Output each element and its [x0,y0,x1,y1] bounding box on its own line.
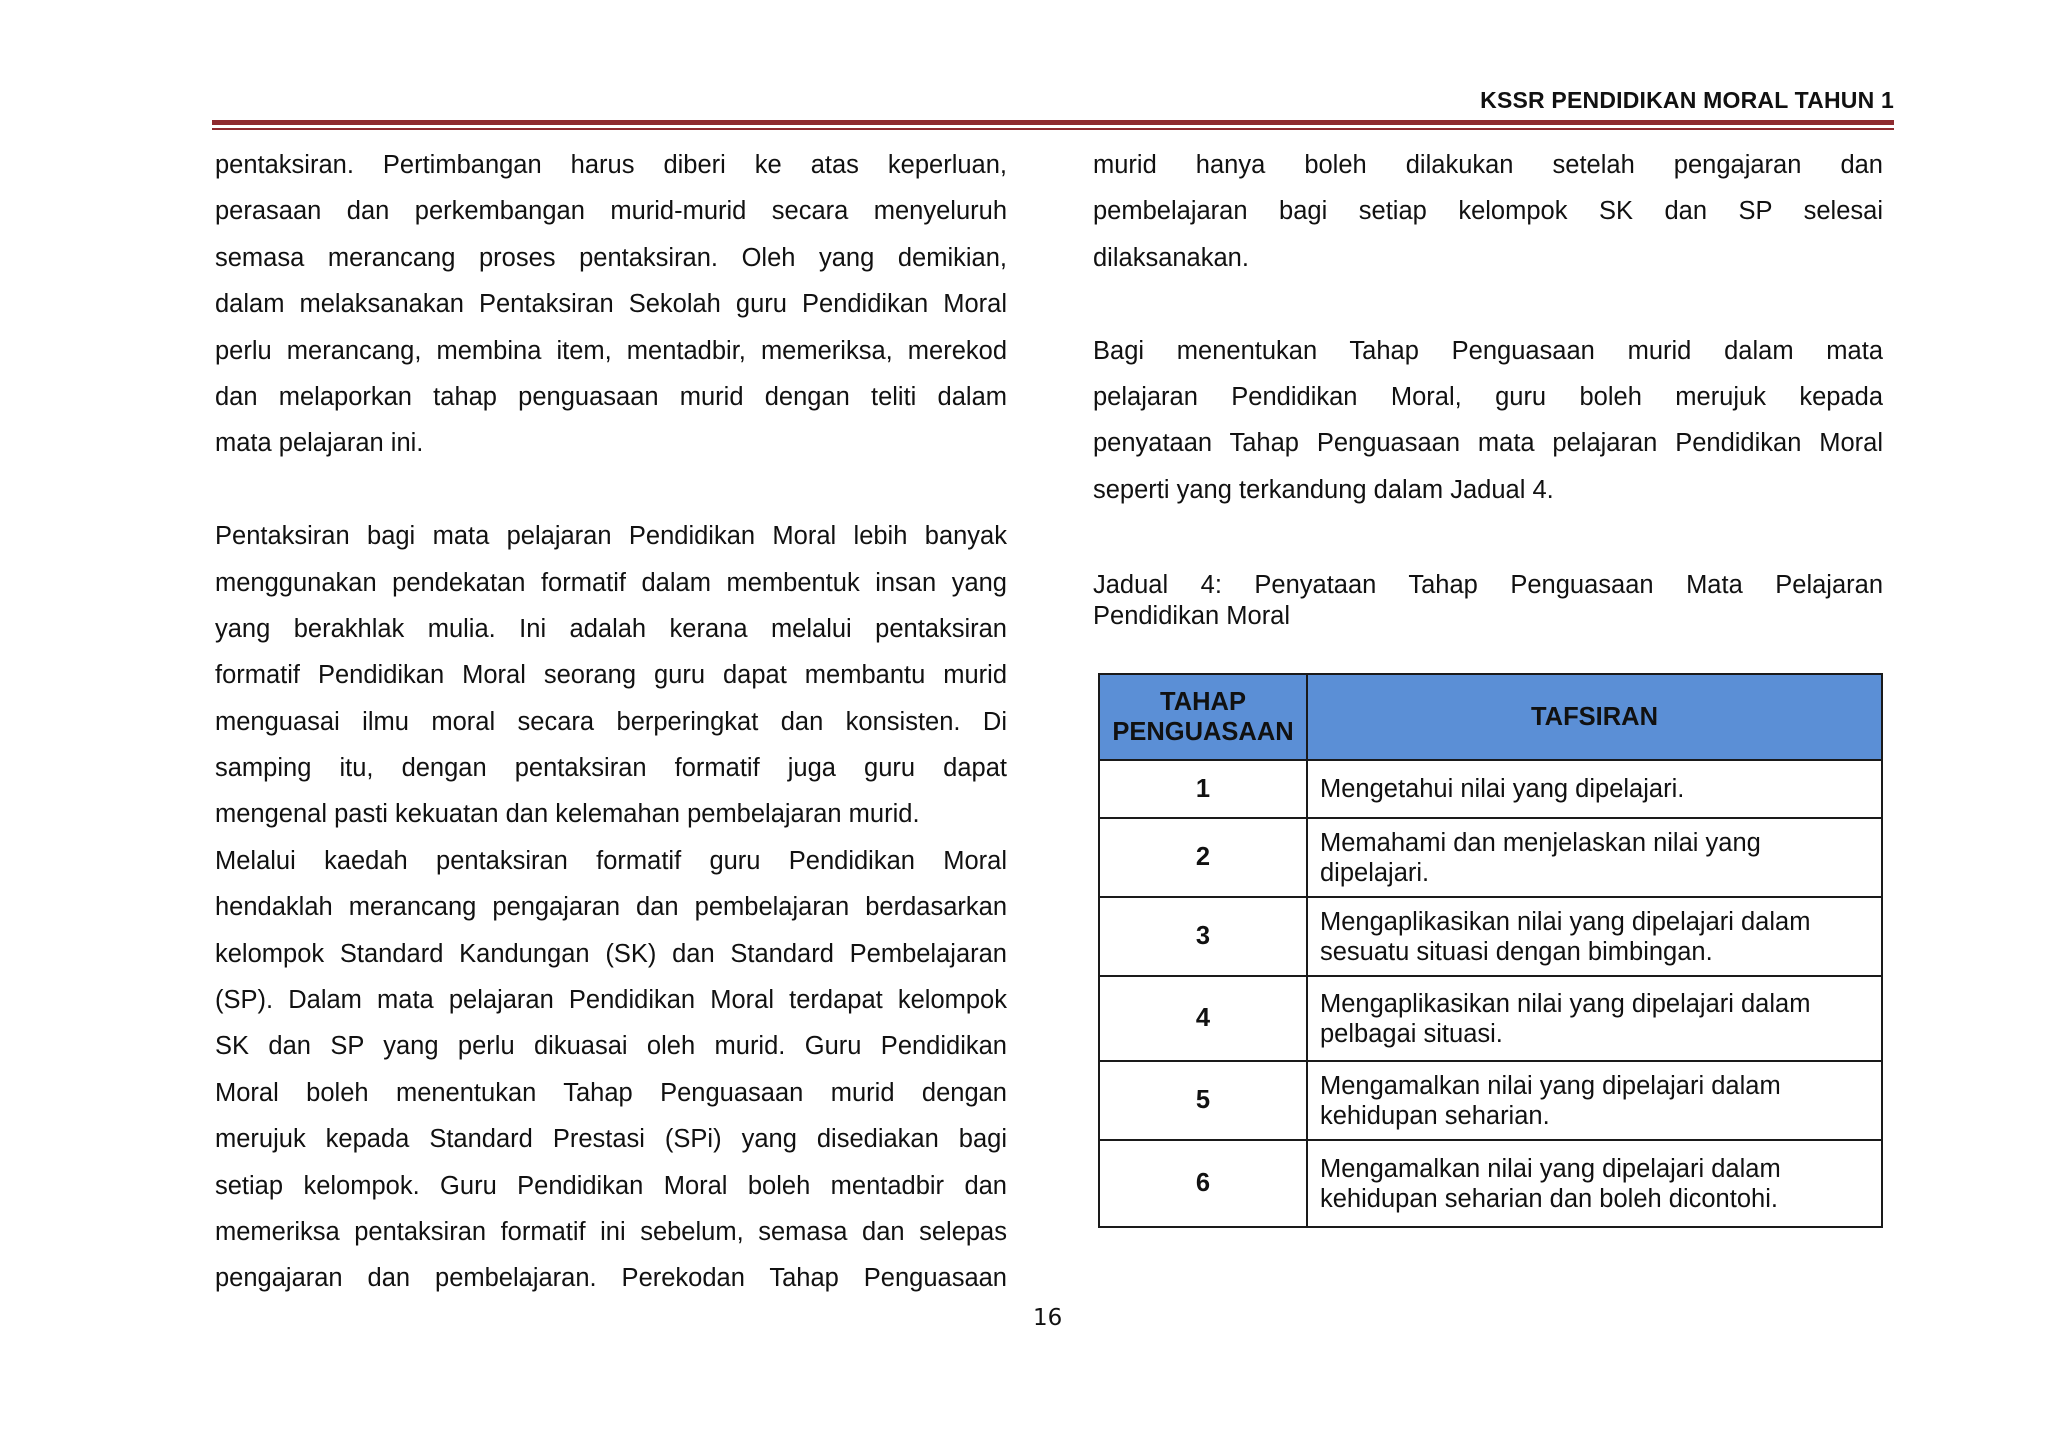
desc-line: dipelajari. [1320,858,1430,887]
table-row [1099,976,1882,1061]
text-line: perlu merancang, membina item, mentadbir, memeriksa, merekod [215,336,1007,365]
text-line: mata pelajaran ini. [215,429,424,458]
text-line: penyataan Tahap Penguasaan mata pelajaran Pendidikan Moral [1093,429,1883,458]
text-line: menggunakan pendekatan formatif dalam membentuk insan yang [215,568,1007,597]
interpretation-cell [1307,1061,1882,1140]
level-cell: 6 [1099,1140,1307,1227]
desc-line: Memahami dan menjelaskan nilai yang [1320,828,1761,857]
text-line: pembelajaran bagi setiap kelompok SK dan SP selesai [1093,197,1883,226]
text-line: dalam melaksanakan Pentaksiran Sekolah guru Pendidikan Moral [215,290,1007,319]
text-line: pengajaran dan pembelajaran. Perekodan Tahap Penguasaan [215,1264,1007,1293]
desc-line: Mengamalkan nilai yang dipelajari dalam [1320,1154,1781,1183]
text-line: mengenal pasti kekuatan dan kelemahan pembelajaran murid. [215,800,920,829]
text-line: pentaksiran. Pertimbangan harus diberi ke atas keperluan, [215,151,1007,179]
level-cell: 1 [1099,760,1307,818]
table-row [1099,1140,1882,1227]
text-line: seperti yang terkandung dalam Jadual 4. [1093,475,1554,504]
text-line: dilaksanakan. [1093,243,1249,272]
header-cell-interpretation: TAFSIRAN [1307,674,1882,760]
interpretation-cell [1307,760,1882,818]
text-line: semasa merancang proses pentaksiran. Oleh yang demikian, [215,243,1007,272]
text-line: (SP). Dalam mata pelajaran Pendidikan Moral terdapat kelompok [215,986,1007,1015]
text-line: setiap kelompok. Guru Pendidikan Moral boleh mentadbir dan [215,1171,1007,1200]
paragraph-gap [215,467,1007,513]
text-line: Bagi menentukan Tahap Penguasaan murid dalam mata [1093,336,1883,365]
header-cell-level [1099,674,1307,760]
text-line: pelajaran Pendidikan Moral, guru boleh merujuk kepada [1093,382,1883,411]
table-row [1099,760,1882,818]
text-line: SK dan SP yang perlu dikuasai oleh murid. Guru Pendidikan [215,1032,1007,1061]
table-row [1099,897,1882,976]
interpretation-cell [1307,1140,1882,1227]
desc-line: Mengetahui nilai yang dipelajari. [1320,775,1685,803]
text-line: formatif Pendidikan Moral seorang guru dapat membantu murid [215,661,1007,690]
text-line: murid hanya boleh dilakukan setelah pengajaran dan [1093,151,1883,179]
desc-line: sesuatu situasi dengan bimbingan. [1320,937,1713,966]
page-number: 16 [1033,1305,1063,1331]
text-line: hendaklah merancang pengajaran dan pembelajaran berdasarkan [215,893,1007,922]
desc-line: Mengamalkan nilai yang dipelajari dalam [1320,1071,1781,1100]
level-cell: 4 [1099,976,1307,1061]
caption-line: Pendidikan Moral [1093,602,1291,630]
desc-line: kehidupan seharian dan boleh dicontohi. [1320,1184,1778,1213]
text-line: menguasai ilmu moral secara berperingkat dan konsisten. Di [215,707,1007,736]
mastery-level-table [1098,673,1883,1228]
header-rule-thick [212,120,1894,125]
text-line: merujuk kepada Standard Prestasi (SPi) yang disediakan bagi [215,1125,1007,1154]
text-line: samping itu, dengan pentaksiran formatif juga guru dapat [215,754,1007,783]
level-cell: 2 [1099,818,1307,897]
table-row [1099,1061,1882,1140]
paragraph-gap [1093,281,1883,327]
page-header-title: KSSR PENDIDIKAN MORAL TAHUN 1 [1480,87,1894,113]
text-line: Moral boleh menentukan Tahap Penguasaan murid dengan [215,1078,1007,1107]
level-cell: 3 [1099,897,1307,976]
text-line: perasaan dan perkembangan murid-murid secara menyeluruh [215,197,1007,226]
table-row [1099,818,1882,897]
desc-line: pelbagai situasi. [1320,1019,1503,1048]
right-text-column [1093,142,1883,513]
table-header-row [1099,674,1882,760]
text-line: memeriksa pentaksiran formatif ini sebelum, semasa dan selepas [215,1217,1007,1246]
text-line: dan melaporkan tahap penguasaan murid dengan teliti dalam [215,382,1007,411]
table-caption [1093,570,1883,632]
header-level-line1: TAHAP [1160,688,1246,716]
desc-line: Mengaplikasikan nilai yang dipelajari dalam [1320,989,1811,1018]
header-rule-thin [212,128,1894,130]
interpretation-cell [1307,976,1882,1061]
desc-line: Mengaplikasikan nilai yang dipelajari dalam [1320,907,1811,936]
text-line: yang berakhlak mulia. Ini adalah kerana melalui pentaksiran [215,614,1007,643]
level-cell: 5 [1099,1061,1307,1140]
caption-line: Jadual 4: Penyataan Tahap Penguasaan Mata Pelajaran [1093,571,1883,599]
header-level-line2: PENGUASAAN [1112,718,1294,746]
interpretation-cell [1307,897,1882,976]
left-text-column [215,142,1007,1302]
text-line: Pentaksiran bagi mata pelajaran Pendidikan Moral lebih banyak [215,522,1007,551]
interpretation-cell [1307,818,1882,897]
text-line: Melalui kaedah pentaksiran formatif guru Pendidikan Moral [215,846,1007,875]
desc-line: kehidupan seharian. [1320,1101,1550,1130]
text-line: kelompok Standard Kandungan (SK) dan Standard Pembelajaran [215,939,1007,968]
